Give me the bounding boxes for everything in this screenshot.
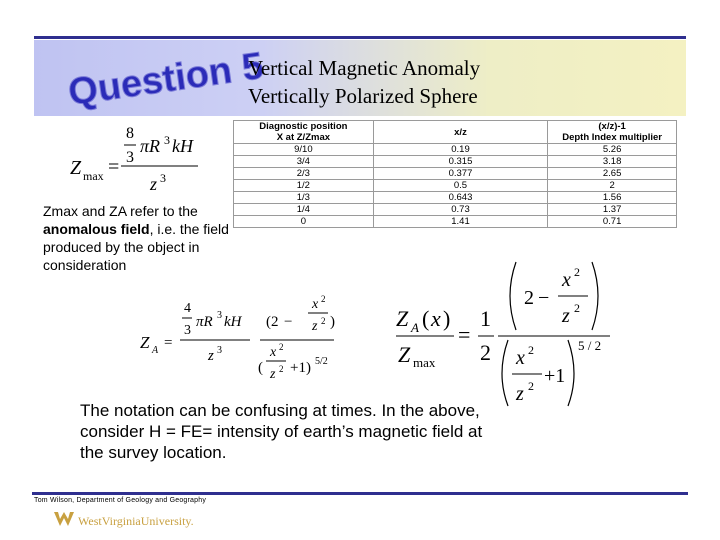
svg-text:A: A (152, 345, 159, 356)
svg-text:4: 4 (184, 301, 191, 316)
question-badge (64, 44, 267, 114)
table-row (234, 168, 677, 180)
svg-text:Z: Z (398, 342, 411, 367)
svg-text:=: = (164, 335, 173, 351)
table-cell: 1/4 (234, 204, 374, 216)
svg-text:2: 2 (528, 343, 534, 357)
svg-text:z: z (150, 174, 158, 194)
svg-text:=: = (108, 156, 120, 178)
svg-text:2: 2 (524, 287, 534, 309)
svg-text:2: 2 (279, 342, 284, 352)
svg-text:Z: Z (140, 333, 150, 352)
table-row (234, 144, 677, 156)
table-cell: 1/2 (234, 180, 374, 192)
svg-text:2: 2 (321, 294, 326, 304)
svg-text:−: − (538, 287, 550, 309)
svg-text:z: z (562, 305, 570, 327)
svg-text:Z: Z (396, 306, 409, 331)
table-cell: 1.56 (548, 192, 677, 204)
svg-text:max: max (83, 169, 104, 183)
table-row (234, 156, 677, 168)
za-ratio-equation (392, 256, 622, 412)
logo-text: WestVirginiaUniversity. (78, 514, 194, 528)
svg-text:Z: Z (70, 157, 82, 179)
svg-text:2: 2 (321, 316, 326, 326)
table-cell: 2 (548, 180, 677, 192)
za-equation (138, 296, 368, 392)
table-cell: 1.37 (548, 204, 677, 216)
top-rule (34, 36, 686, 39)
svg-text:kH: kH (224, 314, 242, 330)
svg-text:z: z (270, 367, 276, 382)
wv-emblem-icon (54, 512, 74, 526)
table-row (234, 216, 677, 228)
university-logo (52, 508, 252, 532)
svg-text:x: x (431, 306, 441, 331)
svg-text:): ) (443, 306, 451, 331)
table-cell: 3/4 (234, 156, 374, 168)
question-badge-text: Question 5 (65, 45, 267, 114)
table-cell: 0.643 (373, 192, 548, 204)
svg-text:z: z (208, 348, 214, 364)
table-cell: 0.71 (548, 216, 677, 228)
svg-text:5/2: 5/2 (315, 356, 328, 367)
svg-text:=: = (458, 322, 471, 347)
zmax-equation (66, 118, 236, 200)
footer-rule (32, 492, 688, 495)
table-row (234, 180, 677, 192)
table-header-row (234, 121, 677, 144)
header-depth-index: (x/z)-1 Depth Index multiplier (548, 121, 677, 144)
notation-note: The notation can be confusing at times. In the above, consider H = FE= intensity of earth’s magnetic field at the survey location. (80, 401, 483, 462)
field-note (43, 202, 238, 274)
table-cell: 0.315 (373, 156, 548, 168)
svg-text:3: 3 (164, 133, 170, 147)
table-cell: 2/3 (234, 168, 374, 180)
author-credit: Tom Wilson, Department of Geology and Geography (34, 497, 207, 504)
svg-text:2: 2 (279, 364, 284, 374)
svg-text:+1): +1) (290, 360, 311, 376)
note-rest: , i.e. the field produced by the object in consideration (43, 221, 229, 273)
svg-text:3: 3 (184, 323, 191, 338)
table-cell: 0.5 (373, 180, 548, 192)
table-cell: 0 (234, 216, 374, 228)
svg-text:3: 3 (217, 345, 222, 356)
diagnostic-table (233, 120, 677, 228)
table-cell: 9/10 (234, 144, 374, 156)
header-x-over-z: x/z (373, 121, 548, 144)
svg-text:πR: πR (140, 136, 161, 156)
table-cell: 0.73 (373, 204, 548, 216)
svg-text:5 / 2: 5 / 2 (578, 338, 602, 353)
svg-text:x: x (270, 345, 277, 360)
svg-text:3: 3 (160, 171, 166, 185)
note-emphasis: anomalous field (43, 221, 150, 237)
title-line-2: Vertically Polarized Sphere (248, 84, 478, 108)
table-row (234, 192, 677, 204)
svg-text:1: 1 (480, 306, 491, 331)
table-cell: 2.65 (548, 168, 677, 180)
svg-text:x: x (312, 297, 319, 312)
title-line-1: Vertical Magnetic Anomaly (248, 56, 481, 80)
svg-text:+1: +1 (544, 365, 566, 387)
svg-text:2: 2 (574, 301, 580, 315)
svg-text:z: z (312, 319, 318, 334)
table-cell: 0.377 (373, 168, 548, 180)
svg-text:max: max (413, 355, 436, 370)
svg-text:3: 3 (217, 310, 222, 321)
slide-title (248, 54, 480, 110)
svg-text:x: x (562, 269, 571, 291)
svg-text:): ) (330, 314, 335, 330)
table-cell: 1.41 (373, 216, 548, 228)
table-cell: 3.18 (548, 156, 677, 168)
svg-text:A: A (411, 320, 419, 335)
svg-text:πR: πR (196, 314, 213, 330)
table-cell: 0.19 (373, 144, 548, 156)
svg-text:−: − (284, 314, 293, 330)
svg-text:x: x (516, 347, 525, 369)
svg-text:kH: kH (172, 136, 193, 156)
table-cell: 1/3 (234, 192, 374, 204)
svg-text:(: ( (422, 306, 430, 331)
svg-text:(: ( (258, 360, 263, 376)
table-row (234, 204, 677, 216)
table-cell: 5.26 (548, 144, 677, 156)
svg-text:2: 2 (574, 265, 580, 279)
svg-text:8: 8 (126, 125, 134, 142)
svg-text:(2: (2 (266, 314, 279, 330)
svg-text:z: z (516, 383, 524, 405)
svg-text:2: 2 (528, 379, 534, 393)
svg-text:2: 2 (480, 340, 491, 365)
note-intro: Zmax and ZA refer to the (43, 203, 198, 219)
svg-text:3: 3 (126, 149, 134, 166)
header-diagnostic-position: Diagnostic position X at Z/Zmax (234, 121, 374, 144)
